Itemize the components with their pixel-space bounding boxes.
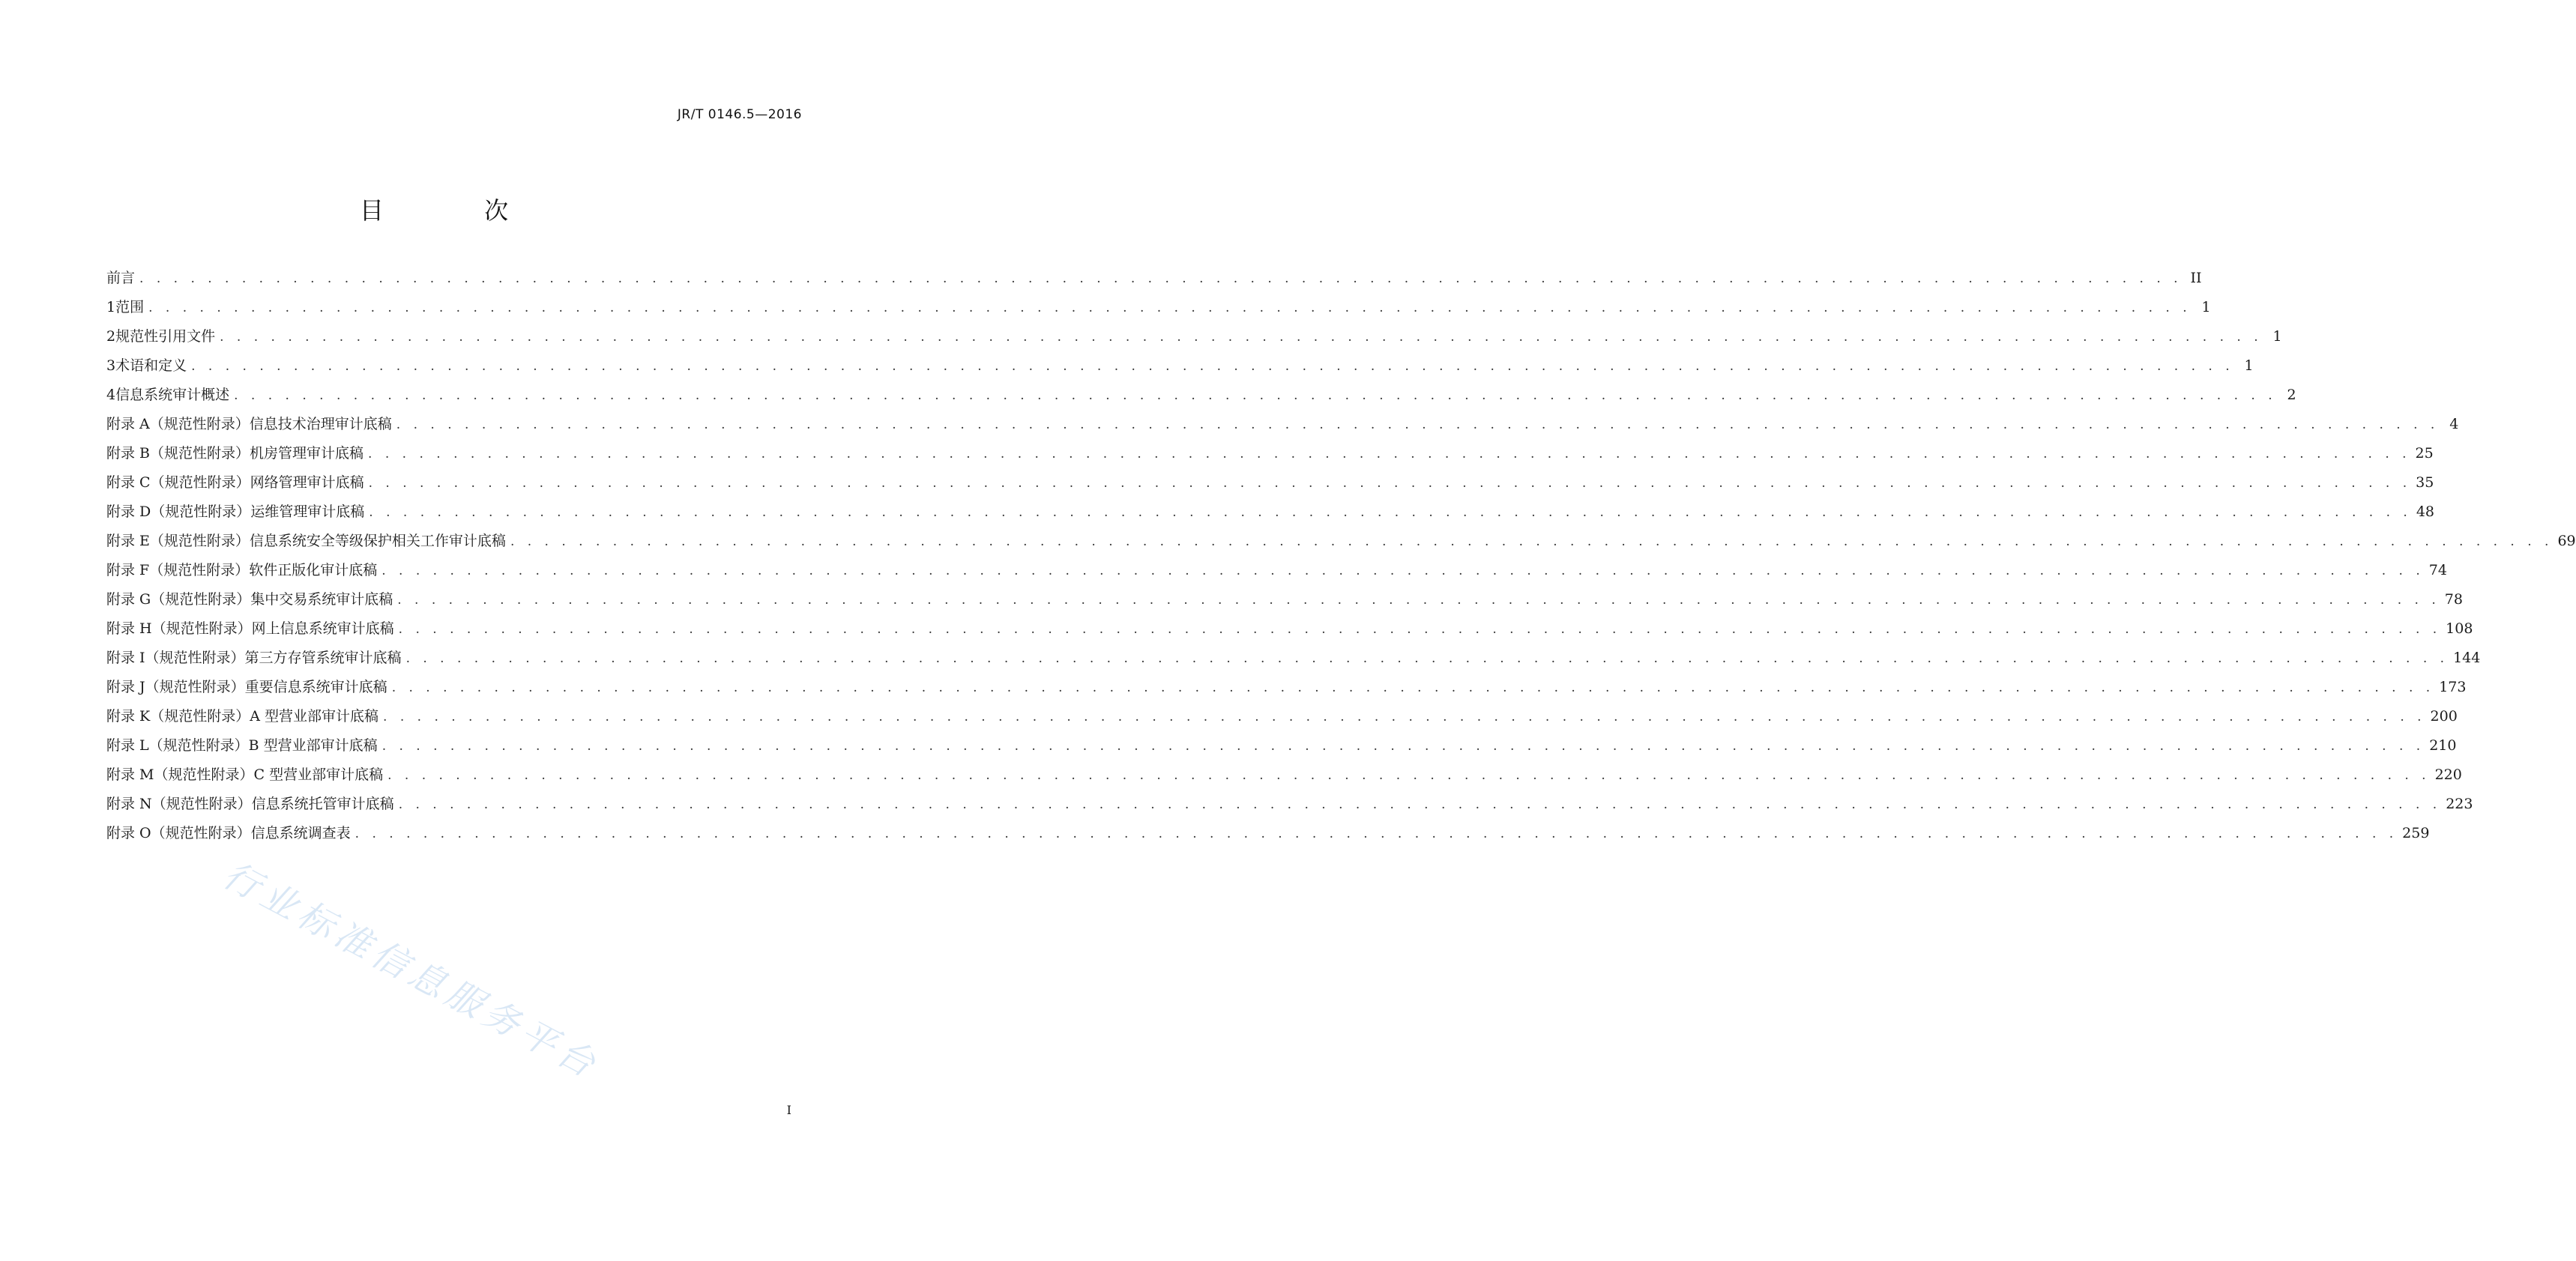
toc-entry-label: 范围 [115, 299, 145, 315]
toc-entry-appendix-prefix: 附录 N（规范性附录） [106, 796, 252, 812]
toc-entry[interactable] [106, 822, 2430, 851]
toc-entry-label: 软件正版化审计底稿 [249, 562, 378, 578]
page-number: I [786, 1103, 791, 1117]
toc-entry-page: 4 [2449, 416, 2459, 432]
toc-entry-page: 144 [2453, 650, 2481, 666]
toc-entry-appendix-prefix: 附录 B（规范性附录） [106, 445, 250, 462]
toc-entry[interactable] [106, 325, 2282, 354]
toc-dot-leader: . . . . . . . . . . . . . . . . . . . . . . . . . . . . . . . . . . . . . . . . . . . . . . . . . . . . . . . . . . . . . . . . . . . . . . . . . . . . . . . . . . . . . . . . . . . . . . . . . . . . . . . . . . . . . . . . . . . . . . . . [398, 797, 2442, 812]
toc-dot-leader: . . . . . . . . . . . . . . . . . . . . . . . . . . . . . . . . . . . . . . . . . . . . . . . . . . . . . . . . . . . . . . . . . . . . . . . . . . . . . . . . . . . . . . . . . . . . . . . . . . . . . . . . . . . . . . . . . . . . . . . . [368, 447, 2411, 462]
toc-entry-number: 2 [106, 328, 116, 345]
toc-entry-page: 200 [2430, 708, 2458, 725]
toc-entry[interactable] [106, 647, 2481, 676]
toc-entry-appendix-prefix: 附录 C（规范性附录） [106, 474, 250, 491]
toc-entry-number: 4 [106, 387, 116, 403]
toc-entry-page: 173 [2439, 679, 2467, 695]
toc-entry[interactable] [106, 793, 2473, 822]
toc-dot-leader: . . . . . . . . . . . . . . . . . . . . . . . . . . . . . . . . . . . . . . . . . . . . . . . . . . . . . . . . . . . . . . . . . . . . . . . . . . . . . . . . . . . . . . . . . . . . . . . . . . . . . . . . . . . . . . . . . . . . . . . . [381, 563, 2425, 578]
toc-entry[interactable] [106, 384, 2296, 413]
toc-entry-label: A 型营业部审计底稿 [250, 708, 379, 725]
toc-entry-appendix-prefix: 附录 D（规范性附录） [106, 504, 251, 520]
page-title: 目 次 [359, 196, 555, 225]
toc-dot-leader: . . . . . . . . . . . . . . . . . . . . . . . . . . . . . . . . . . . . . . . . . . . . . . . . . . . . . . . . . . . . . . . . . . . . . . . . . . . . . . . . . . . . . . . . . . . . . . . . . . . . . . . . . . . . . . . . . . . . . . . . [391, 680, 2435, 695]
toc-dot-leader: . . . . . . . . . . . . . . . . . . . . . . . . . . . . . . . . . . . . . . . . . . . . . . . . . . . . . . . . . . . . . . . . . . . . . . . . . . . . . . . . . . . . . . . . . . . . . . . . . . . . . . . . . . . . . . . . . . . . . . . . [387, 768, 2431, 783]
toc-entry-label: 网络管理审计底稿 [250, 474, 364, 491]
toc-entry[interactable] [106, 501, 2434, 530]
toc-entry-appendix-prefix: 附录 E（规范性附录） [106, 533, 250, 549]
toc-entry[interactable] [106, 530, 2576, 559]
toc-entry-appendix-prefix: 附录 L（规范性附录） [106, 737, 249, 754]
toc-entry[interactable] [106, 296, 2211, 325]
toc-entry-label: 运维管理审计底稿 [250, 504, 365, 520]
toc-entry[interactable] [106, 442, 2434, 471]
toc-entry-page: 223 [2446, 796, 2473, 812]
toc-entry-label: 机房管理审计底稿 [250, 445, 364, 462]
toc-entry-label: 集中交易系统审计底稿 [250, 591, 393, 608]
toc-entry[interactable] [106, 705, 2458, 734]
toc-entry-label: 重要信息系统审计底稿 [244, 679, 387, 695]
toc-entry-appendix-prefix: 附录 K（规范性附录） [106, 708, 250, 725]
watermark: 行业标准信息服务平台 [216, 853, 607, 1089]
toc-dot-leader: . . . . . . . . . . . . . . . . . . . . . . . . . . . . . . . . . . . . . . . . . . . . . . . . . . . . . . . . . . . . . . . . . . . . . . . . . . . . . . . . . . . . . . . . . . . . . . . . . . . . . . . . . . . . . . . . . . . . . . . . [139, 271, 2183, 286]
toc-entry-label: 信息系统调查表 [250, 825, 351, 841]
toc-entry-label: 信息系统托管审计底稿 [251, 796, 394, 812]
toc-entry-label: C 型营业部审计底稿 [253, 766, 384, 783]
toc-entry-page: 1 [2244, 357, 2254, 374]
toc-entry-appendix-prefix: 附录 A（规范性附录） [106, 416, 250, 432]
toc-dot-leader: . . . . . . . . . . . . . . . . . . . . . . . . . . . . . . . . . . . . . . . . . . . . . . . . . . . . . . . . . . . . . . . . . . . . . . . . . . . . . . . . . . . . . . . . . . . . . . . . . . . . . . . . . . . . . . . . . . . . . . . . [234, 388, 2277, 403]
toc-entry-page: 2 [2287, 387, 2296, 403]
toc-entry-number: 1 [106, 299, 116, 315]
toc-entry-page: 1 [2201, 299, 2211, 315]
toc-entry-page: 210 [2429, 737, 2457, 754]
toc-entry-page: 25 [2415, 445, 2434, 462]
toc-entry-appendix-prefix: 附录 J（规范性附录） [106, 679, 245, 695]
toc-entry-appendix-prefix: 附录 H（规范性附录） [106, 620, 252, 637]
toc-entry[interactable] [106, 763, 2462, 793]
toc-dot-leader: . . . . . . . . . . . . . . . . . . . . . . . . . . . . . . . . . . . . . . . . . . . . . . . . . . . . . . . . . . . . . . . . . . . . . . . . . . . . . . . . . . . . . . . . . . . . . . . . . . . . . . . . . . . . . . . . . . . . . . . . [369, 505, 2412, 520]
toc-entry-page: 108 [2446, 620, 2473, 637]
table-of-contents [106, 267, 2576, 851]
toc-entry-label: 前言 [106, 270, 136, 286]
toc-entry-label: 网上信息系统审计底稿 [251, 620, 394, 637]
toc-entry-label: 第三方存管系统审计底稿 [244, 650, 402, 666]
toc-entry-appendix-prefix: 附录 G（规范性附录） [106, 591, 251, 608]
toc-entry[interactable] [106, 267, 2202, 296]
toc-dot-leader: . . . . . . . . . . . . . . . . . . . . . . . . . . . . . . . . . . . . . . . . . . . . . . . . . . . . . . . . . . . . . . . . . . . . . . . . . . . . . . . . . . . . . . . . . . . . . . . . . . . . . . . . . . . . . . . . . . . . . . . . [405, 651, 2449, 666]
toc-entry-page: 48 [2416, 504, 2434, 520]
toc-entry-appendix-prefix: 附录 M（规范性附录） [106, 766, 254, 783]
toc-entry-label: 信息系统审计概述 [115, 387, 230, 403]
toc-entry[interactable] [106, 617, 2473, 647]
toc-entry-appendix-prefix: 附录 F（规范性附录） [106, 562, 250, 578]
toc-entry[interactable] [106, 588, 2463, 617]
toc-entry-label: 术语和定义 [115, 357, 187, 374]
toc-dot-leader: . . . . . . . . . . . . . . . . . . . . . . . . . . . . . . . . . . . . . . . . . . . . . . . . . . . . . . . . . . . . . . . . . . . . . . . . . . . . . . . . . . . . . . . . . . . . . . . . . . . . . . . . . . . . . . . . . . . . . . . . [397, 593, 2440, 608]
toc-entry-page: 1 [2272, 328, 2282, 345]
toc-entry-page: 220 [2434, 766, 2462, 783]
toc-entry[interactable] [106, 471, 2434, 501]
toc-entry-page: 35 [2416, 474, 2434, 491]
toc-entry[interactable] [106, 354, 2254, 384]
toc-entry-page: 259 [2402, 825, 2430, 841]
toc-entry-label: 信息技术治理审计底稿 [249, 416, 392, 432]
toc-entry-page: 69 [2557, 533, 2576, 549]
toc-dot-leader: . . . . . . . . . . . . . . . . . . . . . . . . . . . . . . . . . . . . . . . . . . . . . . . . . . . . . . . . . . . . . . . . . . . . . . . . . . . . . . . . . . . . . . . . . . . . . . . . . . . . . . . . . . . . . . . . . . . . . . . . [368, 476, 2412, 491]
toc-dot-leader: . . . . . . . . . . . . . . . . . . . . . . . . . . . . . . . . . . . . . . . . . . . . . . . . . . . . . . . . . . . . . . . . . . . . . . . . . . . . . . . . . . . . . . . . . . . . . . . . . . . . . . . . . . . . . . . . . . . . . . . . [383, 710, 2426, 725]
toc-entry-appendix-prefix: 附录 I（规范性附录） [106, 650, 245, 666]
toc-dot-leader: . . . . . . . . . . . . . . . . . . . . . . . . . . . . . . . . . . . . . . . . . . . . . . . . . . . . . . . . . . . . . . . . . . . . . . . . . . . . . . . . . . . . . . . . . . . . . . . . . . . . . . . . . . . . . . . . . . . . . . . . [220, 330, 2263, 345]
toc-dot-leader: . . . . . . . . . . . . . . . . . . . . . . . . . . . . . . . . . . . . . . . . . . . . . . . . . . . . . . . . . . . . . . . . . . . . . . . . . . . . . . . . . . . . . . . . . . . . . . . . . . . . . . . . . . . . . . . . . . . . . . . . [191, 359, 2234, 374]
toc-entry-page: 78 [2444, 591, 2463, 608]
standard-code: JR/T 0146.5—2016 [677, 107, 802, 122]
toc-entry[interactable] [106, 676, 2467, 705]
toc-dot-leader: . . . . . . . . . . . . . . . . . . . . . . . . . . . . . . . . . . . . . . . . . . . . . . . . . . . . . . . . . . . . . . . . . . . . . . . . . . . . . . . . . . . . . . . . . . . . . . . . . . . . . . . . . . . . . . . . . . . . . . . . [510, 534, 2554, 549]
toc-entry-page: II [2190, 270, 2202, 286]
toc-dot-leader: . . . . . . . . . . . . . . . . . . . . . . . . . . . . . . . . . . . . . . . . . . . . . . . . . . . . . . . . . . . . . . . . . . . . . . . . . . . . . . . . . . . . . . . . . . . . . . . . . . . . . . . . . . . . . . . . . . . . . . . . [381, 739, 2425, 754]
toc-entry[interactable] [106, 559, 2447, 588]
toc-entry-page: 74 [2428, 562, 2447, 578]
toc-entry-appendix-prefix: 附录 O（规范性附录） [106, 825, 251, 841]
toc-dot-leader: . . . . . . . . . . . . . . . . . . . . . . . . . . . . . . . . . . . . . . . . . . . . . . . . . . . . . . . . . . . . . . . . . . . . . . . . . . . . . . . . . . . . . . . . . . . . . . . . . . . . . . . . . . . . . . . . . . . . . . . . [148, 300, 2192, 315]
toc-dot-leader: . . . . . . . . . . . . . . . . . . . . . . . . . . . . . . . . . . . . . . . . . . . . . . . . . . . . . . . . . . . . . . . . . . . . . . . . . . . . . . . . . . . . . . . . . . . . . . . . . . . . . . . . . . . . . . . . . . . . . . . . [398, 622, 2442, 637]
toc-dot-leader: . . . . . . . . . . . . . . . . . . . . . . . . . . . . . . . . . . . . . . . . . . . . . . . . . . . . . . . . . . . . . . . . . . . . . . . . . . . . . . . . . . . . . . . . . . . . . . . . . . . . . . . . . . . . . . . . . . . . . . . . [355, 826, 2398, 841]
toc-dot-leader: . . . . . . . . . . . . . . . . . . . . . . . . . . . . . . . . . . . . . . . . . . . . . . . . . . . . . . . . . . . . . . . . . . . . . . . . . . . . . . . . . . . . . . . . . . . . . . . . . . . . . . . . . . . . . . . . . . . . . . . . [396, 417, 2440, 432]
toc-entry[interactable] [106, 413, 2459, 442]
toc-entry[interactable] [106, 734, 2457, 763]
toc-entry-label: B 型营业部审计底稿 [248, 737, 378, 754]
toc-entry-label: 信息系统安全等级保护相关工作审计底稿 [249, 533, 506, 549]
toc-entry-number: 3 [106, 357, 116, 374]
toc-entry-label: 规范性引用文件 [115, 328, 216, 345]
